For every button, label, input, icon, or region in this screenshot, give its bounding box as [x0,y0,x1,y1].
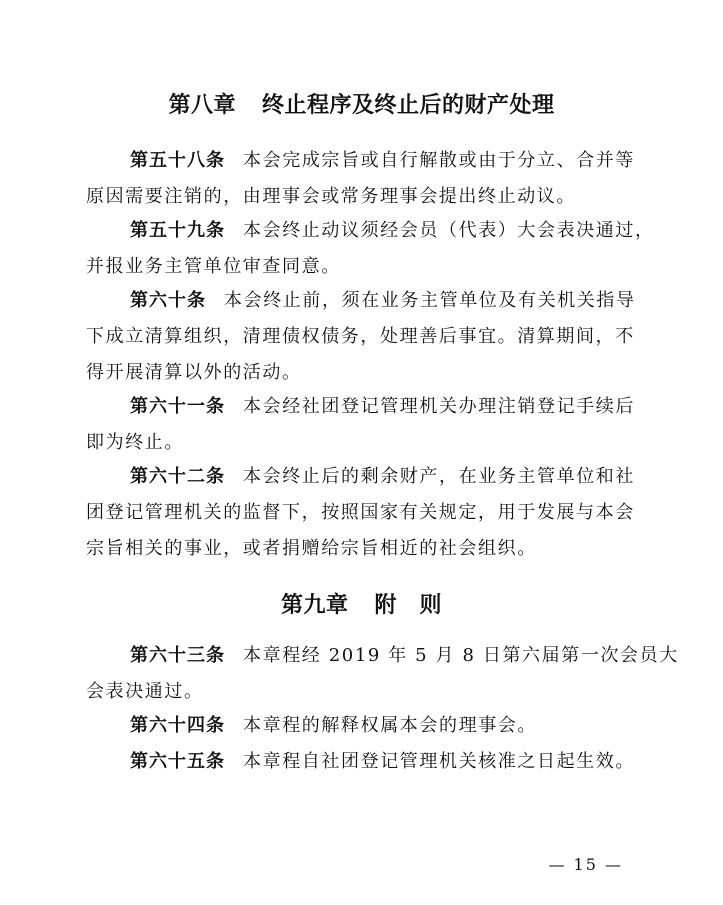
article-text: 本会完成宗旨或自行解散或由于分立、合并等 [243,150,635,171]
article-number: 第六十条 [130,290,206,311]
article-60 [86,283,646,391]
chapter-8-title: 终止程序及终止后的财产处理 [262,93,555,118]
article-text: 本章程自社团登记管理机关核准之日起生效。 [243,751,635,772]
article-64 [86,708,646,744]
article-61 [86,389,646,461]
article-59 [86,213,655,285]
chapter-9-title: 附 则 [374,593,443,618]
article-63 [86,638,679,710]
chapter-8-number: 第八章 [168,93,236,118]
article-text: 原因需要注销的，由理事会或常务理事会提出终止动议。 [86,186,576,207]
article-text: 会表决通过。 [86,681,204,702]
page-number: — 15 — [548,855,623,874]
article-text: 本会终止前，须在业务主管单位及有关机关指导 [224,290,636,311]
article-text: 本会经社团登记管理机关办理注销登记手续后 [243,396,635,417]
chapter-9-heading [0,588,723,619]
article-number: 第五十八条 [130,150,225,171]
article-text: 本章程经 2019 年 5 月 8 日第六届第一次会员大 [243,645,679,666]
article-text: 团登记管理机关的监督下，按照国家有关规定，用于发展与本会 [86,502,635,523]
article-text: 本会终止动议须经会员（代表）大会表决通过， [243,220,655,241]
article-number: 第六十一条 [130,396,225,417]
chapter-9-number: 第九章 [280,593,349,618]
article-text: 宗旨相关的事业，或者捐赠给宗旨相近的社会组织。 [86,538,537,559]
article-62 [86,459,646,567]
article-text: 得开展清算以外的活动。 [86,362,302,383]
article-number: 第六十四条 [130,715,225,736]
chapter-8-heading [0,88,723,119]
article-58 [86,143,646,215]
article-text: 本会终止后的剩余财产，在业务主管单位和社 [243,466,635,487]
article-text: 本章程的解释权属本会的理事会。 [243,715,537,736]
article-text: 并报业务主管单位审查同意。 [86,256,341,277]
article-text: 即为终止。 [86,432,184,453]
article-number: 第六十二条 [130,466,225,487]
article-text: 下成立清算组织，清理债权债务，处理善后事宜。清算期间，不 [86,326,635,347]
article-number: 第六十三条 [130,645,225,666]
article-65 [86,744,646,780]
article-number: 第六十五条 [130,751,225,772]
article-number: 第五十九条 [130,220,225,241]
